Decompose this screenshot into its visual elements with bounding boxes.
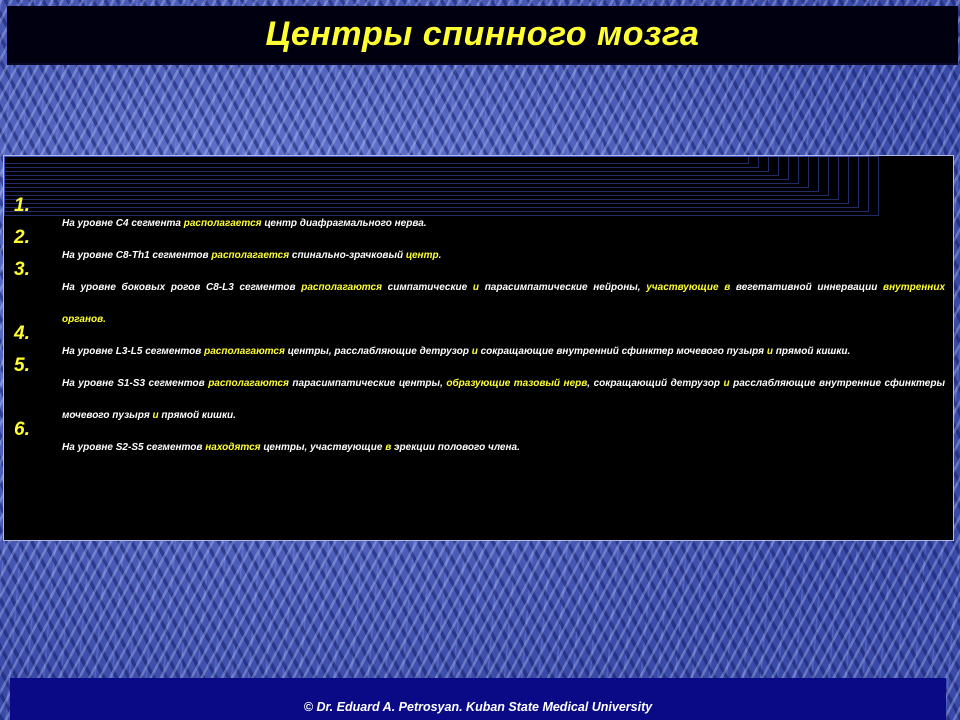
item-text: [62, 272, 945, 336]
item-text-segment: На уровне боковых рогов С8-L3 сегментов: [62, 282, 302, 293]
highlighted-text: в: [385, 442, 392, 453]
item-text-segment: На уровне S1-S3 сегментов: [62, 378, 209, 389]
highlighted-text: располагается: [183, 218, 262, 229]
item-text-segment: центр диафрагмального нерва.: [261, 218, 427, 229]
highlighted-text: располагаются: [301, 282, 382, 293]
item-text-segment: спинально-зрачковый: [289, 250, 406, 261]
list-item: [4, 195, 953, 240]
item-text: [62, 368, 945, 432]
item-number: 3.: [14, 259, 30, 280]
highlighted-text: центр: [405, 250, 439, 261]
item-text-segment: парасимпатические центры,: [288, 378, 447, 389]
item-text-segment: вегетативной иннервации: [730, 282, 884, 293]
item-text: [62, 240, 945, 272]
item-text-segment: , сокращающий детрузор: [587, 378, 724, 389]
item-number: 1.: [14, 195, 30, 216]
highlighted-text: участвующие в: [646, 282, 731, 293]
highlighted-text: и: [723, 378, 730, 389]
list-item: [4, 259, 953, 336]
item-text: [62, 208, 945, 240]
item-text-segment: парасимпатические нейроны,: [479, 282, 647, 293]
highlighted-text: и: [766, 346, 773, 357]
title-bar: [7, 6, 958, 65]
item-number: 4.: [14, 323, 30, 344]
item-text: [62, 432, 945, 464]
decorative-frame: [4, 156, 749, 164]
item-number: 2.: [14, 227, 30, 248]
list-item: [4, 419, 953, 464]
highlighted-text: располагается: [211, 250, 290, 261]
highlighted-text: располагаются: [208, 378, 289, 389]
list-item: [4, 355, 953, 432]
item-text-segment: расслабляющие внутренние сфинктеры мочевого пузыря: [62, 378, 945, 421]
content-panel: [3, 155, 954, 541]
list-item: [4, 227, 953, 272]
item-text-segment: На уровне S2-S5 сегментов: [62, 442, 206, 453]
list-item: [4, 323, 953, 368]
item-text-segment: прямой кишки.: [158, 410, 236, 421]
item-text-segment: эрекции полового члена.: [391, 442, 520, 453]
item-text-segment: симпатические: [381, 282, 473, 293]
highlighted-text: и: [152, 410, 159, 421]
item-list: [4, 195, 953, 464]
item-number: 5.: [14, 355, 30, 376]
highlighted-text: внутренних органов.: [62, 282, 945, 325]
highlighted-text: и: [472, 282, 480, 293]
item-text-segment: сокращающие внутренний сфинктер мочевого пузыря: [477, 346, 767, 357]
item-text-segment: прямой кишки.: [772, 346, 851, 357]
item-text-segment: центры, участвующие: [260, 442, 386, 453]
item-text-segment: .: [438, 250, 442, 261]
item-text-segment: На уровне С4 сегмента: [62, 218, 184, 229]
slide-title: Центры спинного мозга: [265, 15, 700, 53]
item-text: [62, 336, 945, 368]
footer-copyright: © Dr. Eduard A. Petrosyan. Kuban State Medical University: [303, 700, 653, 714]
footer-bar: [10, 678, 946, 720]
highlighted-text: располагаются: [204, 346, 285, 357]
item-text-segment: На уровне С8-Th1 сегментов: [62, 250, 212, 261]
highlighted-text: образующие тазовый нерв: [446, 378, 588, 389]
item-text-segment: центры, расслабляющие детрузор: [284, 346, 472, 357]
highlighted-text: находятся: [205, 442, 261, 453]
item-number: 6.: [14, 419, 30, 440]
item-text-segment: На уровне L3-L5 сегментов: [62, 346, 205, 357]
highlighted-text: и: [471, 346, 478, 357]
